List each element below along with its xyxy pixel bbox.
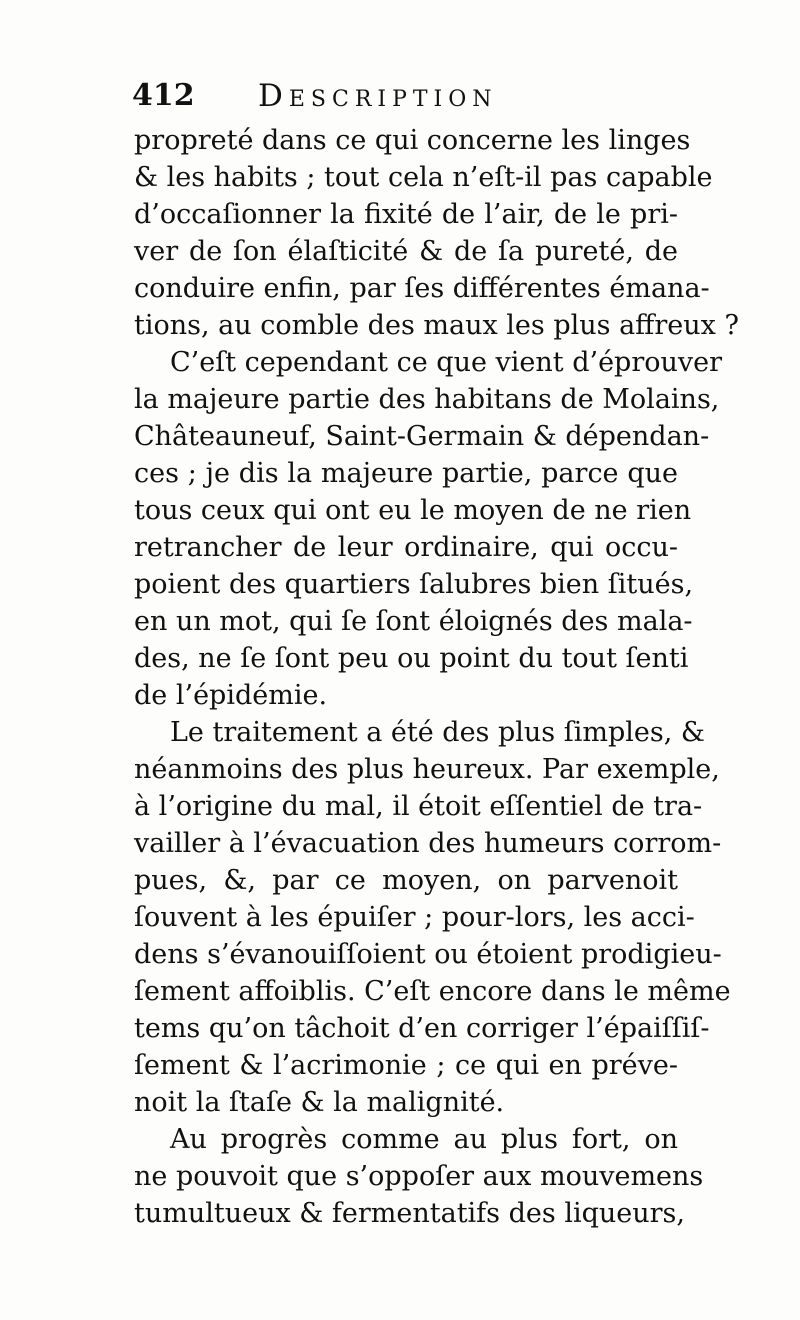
text-line: ſouvent à les épuiſer ; pour-lors, les acci- bbox=[134, 902, 695, 933]
text-line: ces ; je dis la majeure partie, parce que bbox=[134, 458, 678, 489]
text-line: ſement & l’acrimonie ; ce qui en préve- bbox=[134, 1050, 678, 1081]
text-line: C’eſt cependant ce que vient d’éprouver bbox=[170, 347, 723, 378]
text-line: Au progrès comme au plus fort, on bbox=[170, 1124, 678, 1155]
body-text bbox=[134, 122, 739, 1232]
text-line: dens s’évanouiſſoient ou étoient prodigieu- bbox=[134, 939, 722, 970]
text-line: ne pouvoit que s’oppoſer aux mouvemens bbox=[134, 1161, 704, 1192]
text-line: de l’épidémie. bbox=[134, 680, 328, 711]
text-line: tions, au comble des maux les plus affreux ? bbox=[134, 310, 739, 341]
text-line: noit la ſtaſe & la malignité. bbox=[134, 1087, 505, 1118]
text-line: Le traitement a été des plus ſimples, & bbox=[170, 717, 705, 748]
text-line: en un mot, qui ſe ſont éloignés des mala- bbox=[134, 606, 693, 637]
text-line: & les habits ; tout cela n’eſt-il pas capable bbox=[134, 162, 713, 193]
text-line: poient des quartiers ſalubres bien ſitués, bbox=[134, 569, 694, 600]
text-line: d’occaſionner la fixité de l’air, de le pri- bbox=[134, 199, 678, 230]
text-line: néanmoins des plus heureux. Par exemple, bbox=[134, 754, 720, 785]
text-line: tous ceux qui ont eu le moyen de ne rien bbox=[134, 495, 692, 526]
text-line: ver de ſon élaſticité & de ſa pureté, de bbox=[134, 236, 678, 267]
text-line: ſement affoiblis. C’eſt encore dans le même bbox=[134, 976, 731, 1007]
text-line: conduire enfin, par ſes différentes émana- bbox=[134, 273, 710, 304]
text-line: tems qu’on tâchoit d’en corriger l’épaiſſiſ- bbox=[134, 1013, 710, 1044]
text-line: tumultueux & fermentatifs des liqueurs, bbox=[134, 1198, 685, 1229]
text-line: à l’origine du mal, il étoit eſſentiel de tra- bbox=[134, 791, 703, 822]
text-line: Châteauneuf, Saint-Germain & dépendan- bbox=[134, 421, 710, 452]
text-line: des, ne ſe ſont peu ou point du tout ſenti bbox=[134, 643, 689, 674]
text-line: vailler à l’évacuation des humeurs corrom- bbox=[134, 828, 722, 859]
text-line: la majeure partie des habitans de Molains, bbox=[134, 384, 720, 415]
running-title: Description bbox=[258, 78, 498, 114]
text-line: propreté dans ce qui concerne les linges bbox=[134, 125, 691, 156]
text-line: retrancher de leur ordinaire, qui occu- bbox=[134, 532, 678, 563]
page-number: 412 bbox=[132, 78, 195, 113]
page-header bbox=[132, 78, 692, 118]
text-line: pues, &, par ce moyen, on parvenoit bbox=[134, 865, 678, 896]
